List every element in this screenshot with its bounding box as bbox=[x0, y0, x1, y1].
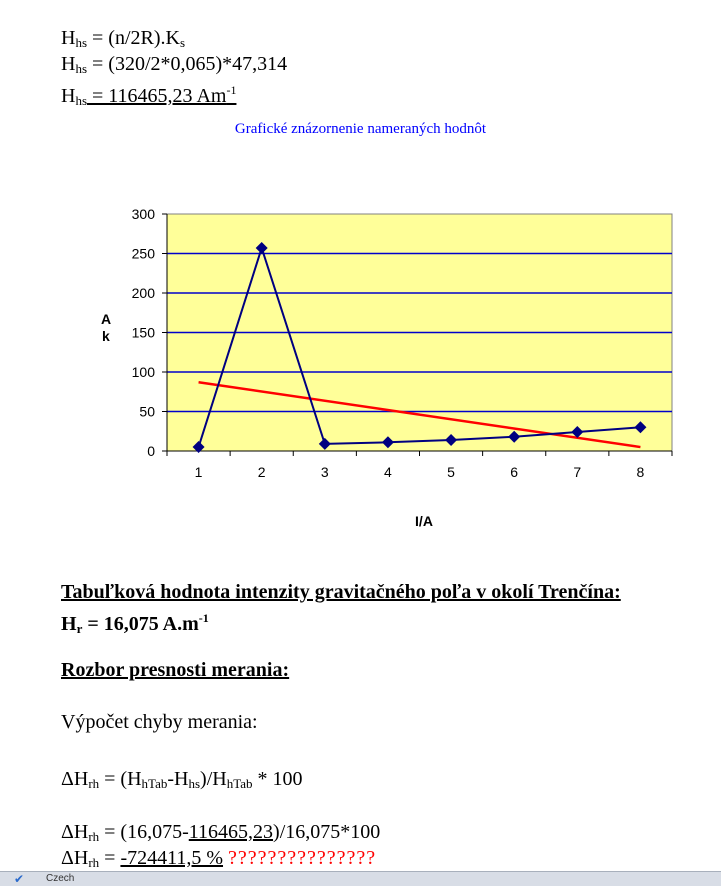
x-tick-label: 4 bbox=[384, 464, 392, 480]
x-tick-label: 1 bbox=[194, 464, 203, 480]
formula-subscript: r bbox=[76, 621, 83, 636]
formula-subscript: rh bbox=[88, 776, 100, 791]
analysis-subheading bbox=[61, 710, 258, 734]
formula-subscript: s bbox=[179, 35, 186, 50]
formula-superscript: -1 bbox=[226, 83, 237, 97]
formula-expression: = (n/2R).K bbox=[87, 27, 180, 49]
formula-expression: = (320/2*0,065)*47,314 bbox=[87, 53, 288, 75]
formula-symbol: ΔH bbox=[61, 821, 89, 843]
x-tick-label: 6 bbox=[510, 464, 519, 480]
x-tick-label: 7 bbox=[573, 464, 582, 480]
formula-superscript: -1 bbox=[198, 611, 209, 625]
analysis-subheading-text: Výpočet chyby merania: bbox=[61, 711, 258, 733]
formula-expression: = (H bbox=[99, 768, 142, 790]
language-indicator[interactable]: Czech bbox=[46, 873, 75, 884]
formula-expression: )/H bbox=[200, 768, 227, 790]
y-tick-label: 300 bbox=[131, 206, 155, 222]
formula-expression: = 16,075 A.m bbox=[82, 613, 199, 635]
formula-subscript: hTab bbox=[141, 776, 168, 791]
y-axis-label-top: A bbox=[101, 311, 112, 327]
x-tick-label: 8 bbox=[636, 464, 645, 480]
question-marks: ??????????????? bbox=[228, 847, 377, 869]
formula-symbol: ΔH bbox=[61, 847, 89, 869]
formula-subscript: hs bbox=[75, 61, 88, 76]
table-value-heading-text: Tabuľková hodnota intenzity gravitačného poľa v okolí Trenčína: bbox=[61, 581, 621, 603]
analysis-heading-text: Rozbor presnosti merania: bbox=[61, 659, 290, 681]
formula-symbol: ΔH bbox=[61, 768, 89, 790]
formula-expression: * 100 bbox=[252, 768, 303, 790]
error-formula-1 bbox=[61, 767, 303, 796]
formula-expression: -H bbox=[167, 768, 189, 790]
table-value-heading bbox=[61, 580, 621, 604]
y-tick-label: 50 bbox=[139, 403, 155, 420]
formula-subscript: rh bbox=[88, 855, 100, 870]
chart-title: Grafické znázornenie nameraných hodnôt bbox=[234, 121, 487, 137]
y-axis-label-bottom: k bbox=[102, 328, 110, 344]
formula-symbol: H bbox=[61, 53, 76, 75]
y-tick-label: 250 bbox=[131, 245, 155, 262]
status-bar bbox=[0, 871, 721, 886]
formula-expression: = (16,075- bbox=[99, 821, 189, 843]
y-tick-label: 150 bbox=[131, 324, 155, 341]
formula-expression: = bbox=[99, 847, 121, 869]
formula-subscript: hTab bbox=[226, 776, 253, 791]
x-axis-label: I/A bbox=[415, 513, 433, 529]
error-result: -724411,5 % bbox=[120, 847, 224, 869]
y-tick-label: 0 bbox=[147, 443, 155, 459]
formula-underlined-value: 116465,23 bbox=[188, 821, 274, 843]
x-tick-label: 3 bbox=[320, 464, 329, 480]
y-tick-label: 100 bbox=[131, 364, 155, 380]
formula-subscript: hs bbox=[75, 35, 88, 50]
y-axis bbox=[132, 206, 167, 459]
formula-symbol: H bbox=[61, 27, 76, 49]
table-value-line bbox=[61, 606, 209, 641]
formula-subscript: hs bbox=[188, 776, 201, 791]
formula-symbol: H bbox=[61, 613, 77, 635]
formula-result: = 116465,23 Am bbox=[87, 85, 227, 107]
formula-symbol: H bbox=[61, 85, 76, 107]
x-tick-label: 5 bbox=[447, 464, 455, 480]
proofing-check-icon[interactable]: ✔ bbox=[14, 872, 25, 886]
analysis-heading bbox=[61, 658, 289, 682]
formula-subscript: hs bbox=[75, 93, 88, 108]
x-axis bbox=[167, 451, 672, 480]
error-formula-2 bbox=[61, 820, 380, 849]
y-tick-label: 200 bbox=[131, 285, 155, 301]
formula-subscript: rh bbox=[88, 829, 100, 844]
x-tick-label: 2 bbox=[257, 464, 266, 480]
formula-expression: )/16,075*100 bbox=[273, 821, 381, 843]
